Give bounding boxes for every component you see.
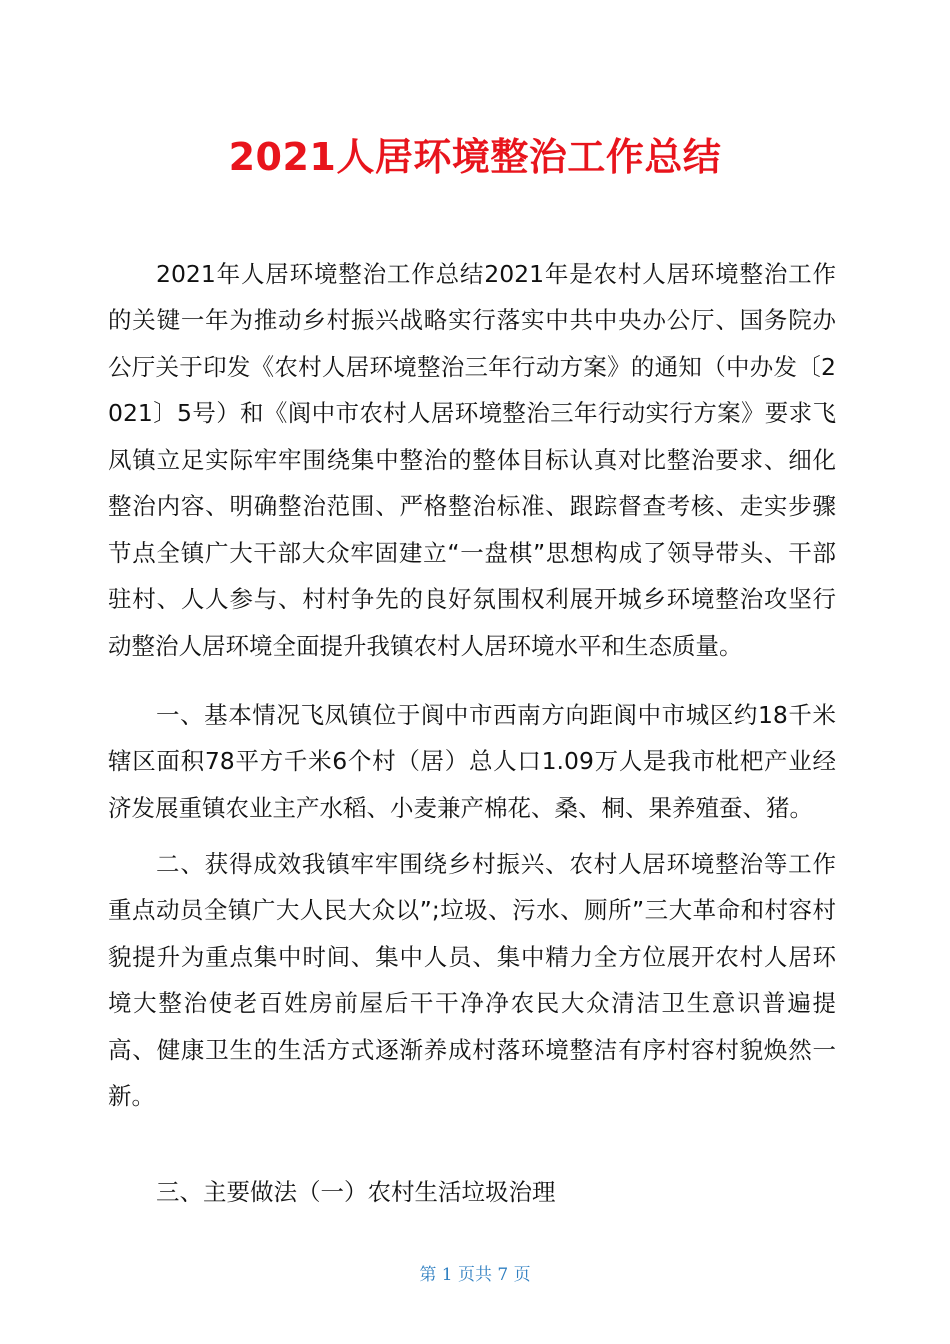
- paragraph-intro: 2021年人居环境整治工作总结2021年是农村人居环境整治工作的关键一年为推动乡村振兴战略实行落实中共中央办公厅、国务院办公厅关于印发《农村人居环境整治三年行动方案》的通知（中办发〔2021〕5号）和《阆中市农村人居环境整治三年行动实行方案》要求飞凤镇立足实际牢牢围绕集中整治的整体目标认真对比整治要求、细化整治内容、明确整治范围、严格整治标准、跟踪督查考核、走实步骤节点全镇广大干部大众牢固建立“一盘棋”思想构成了领导带头、干部驻村、人人参与、村村争先的良好氛围权利展开城乡环境整治攻坚行动整治人居环境全面提升我镇农村人居环境水平和生态质量。: [108, 259, 836, 660]
- paragraph-main-practices-heading: 三、主要做法（一）农村生活垃圾治理: [156, 1177, 556, 1206]
- page-title: 2021人居环境整治工作总结: [228, 135, 722, 180]
- paragraph-basic-situation: 一、基本情况飞凤镇位于阆中市西南方向距阆中市城区约18千米辖区面积78平方千米6个村（居）总人口1.09万人是我市枇杷产业经济发展重镇农业主产水稻、小麦兼产棉花、桑、桐、果养殖蚕、猪。: [108, 700, 836, 822]
- paragraph-achievements: 二、获得成效我镇牢牢围绕乡村振兴、农村人居环境整治等工作重点动员全镇广大人民大众以”;垃圾、污水、厕所”三大革命和村容村貌提升为重点集中时间、集中人员、集中精力全方位展开农村人居环境大整治使老百姓房前屋后干干净净农民大众清洁卫生意识普遍提高、健康卫生的生活方式逐渐养成村落环境整洁有序村容村貌焕然一新。: [108, 849, 836, 1110]
- page-number-footer: 第 1 页共 7 页: [419, 1265, 531, 1285]
